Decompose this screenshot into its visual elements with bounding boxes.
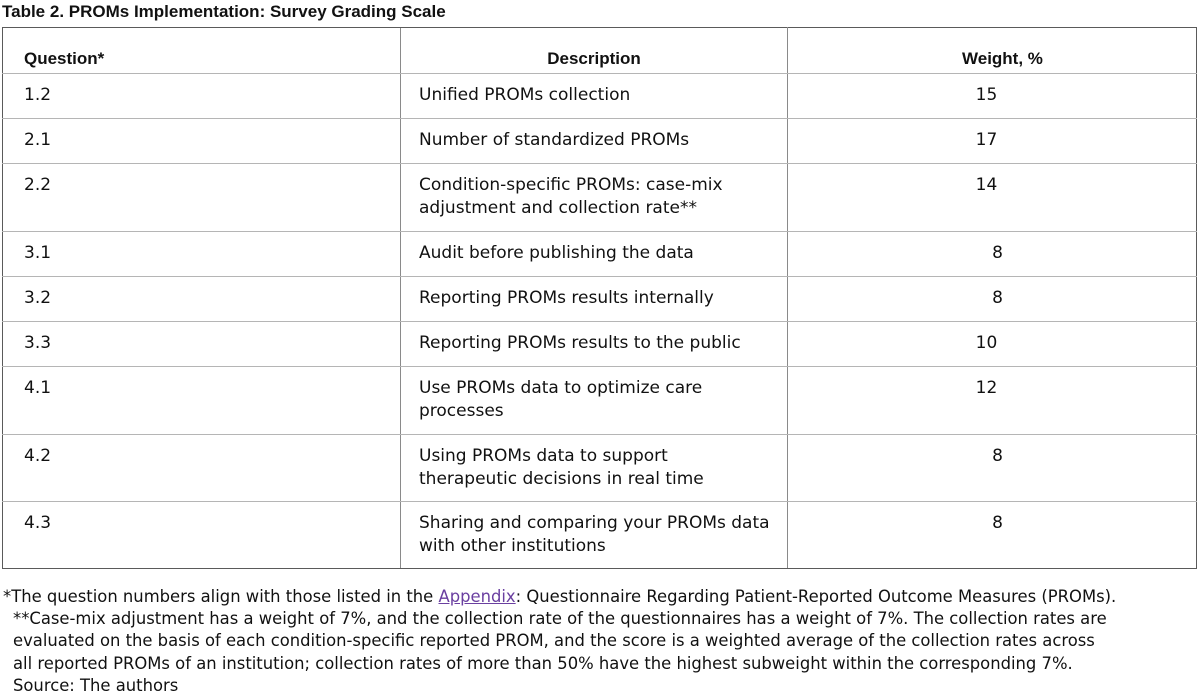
table-row — [3, 164, 1197, 232]
table-row — [3, 367, 1197, 435]
weight-cell: 14 — [788, 164, 1197, 232]
weight-cell: 8 — [788, 435, 1197, 502]
table-caption: Table 2. PROMs Implementation: Survey Grading Scale — [2, 2, 446, 21]
footnote-collection-rates: evaluated on the basis of each condition-specific reported PROM, and the score is a weighted average of the collection rates across — [13, 631, 1095, 651]
description-cell: Unified PROMs collection — [401, 74, 788, 119]
header-weight: Weight, % — [788, 28, 1197, 74]
description-cell — [401, 367, 788, 435]
footnote-source: Source: The authors — [13, 675, 179, 695]
description-cell: Reporting PROMs results internally — [401, 277, 788, 322]
description-line: Using PROMs data to support — [419, 446, 668, 466]
description-line: with other institutions — [419, 536, 606, 556]
table-row — [3, 435, 1197, 502]
header-description: Description — [401, 28, 788, 74]
description-cell: Audit before publishing the data — [401, 232, 788, 277]
footnote-case-mix: **Case-mix adjustment has a weight of 7%, and the collection rate of the questionnaires has a weight of 7%. The collection rates are — [13, 609, 1107, 629]
table-row — [3, 502, 1197, 569]
description-line: processes — [419, 401, 504, 421]
weight-cell: 8 — [788, 277, 1197, 322]
footnote-text: *The question numbers align with those listed in the — [3, 587, 439, 606]
table-row — [3, 119, 1197, 164]
header-row — [3, 28, 1197, 74]
question-cell: 2.2 — [3, 164, 401, 232]
table-footnotes — [3, 586, 1193, 697]
appendix-link[interactable]: Appendix — [438, 587, 516, 606]
footnote-weighted-average: all reported PROMs of an institution; collection rates of more than 50% have the highest subweight within the corresponding 7%. — [13, 653, 1073, 673]
description-line: Sharing and comparing your PROMs data — [419, 513, 770, 533]
table-row — [3, 277, 1197, 322]
weight-cell: 17 — [788, 119, 1197, 164]
question-cell: 3.3 — [3, 322, 401, 367]
weight-cell: 10 — [788, 322, 1197, 367]
question-cell: 2.1 — [3, 119, 401, 164]
footnote-text: : Questionnaire Regarding Patient-Reported Outcome Measures (PROMs). — [515, 587, 1117, 606]
description-line: Condition-specific PROMs: case-mix — [419, 175, 723, 195]
weight-cell: 15 — [788, 74, 1197, 119]
description-cell — [401, 435, 788, 502]
table-row — [3, 74, 1197, 119]
grading-scale-table — [2, 27, 1197, 569]
question-cell: 4.1 — [3, 367, 401, 435]
table-row — [3, 322, 1197, 367]
footnote-question-numbers — [3, 586, 1193, 608]
weight-cell: 12 — [788, 367, 1197, 435]
header-question: Question* — [3, 28, 401, 74]
description-line: therapeutic decisions in real time — [419, 469, 704, 489]
weight-cell: 8 — [788, 502, 1197, 569]
description-line: adjustment and collection rate** — [419, 198, 697, 218]
description-line: Use PROMs data to optimize care — [419, 378, 703, 398]
question-cell: 3.2 — [3, 277, 401, 322]
weight-cell: 8 — [788, 232, 1197, 277]
description-cell — [401, 502, 788, 569]
description-cell: Reporting PROMs results to the public — [401, 322, 788, 367]
question-cell: 4.2 — [3, 435, 401, 502]
description-cell: Number of standardized PROMs — [401, 119, 788, 164]
description-cell — [401, 164, 788, 232]
question-cell: 3.1 — [3, 232, 401, 277]
question-cell: 1.2 — [3, 74, 401, 119]
question-cell: 4.3 — [3, 502, 401, 569]
table-row — [3, 232, 1197, 277]
